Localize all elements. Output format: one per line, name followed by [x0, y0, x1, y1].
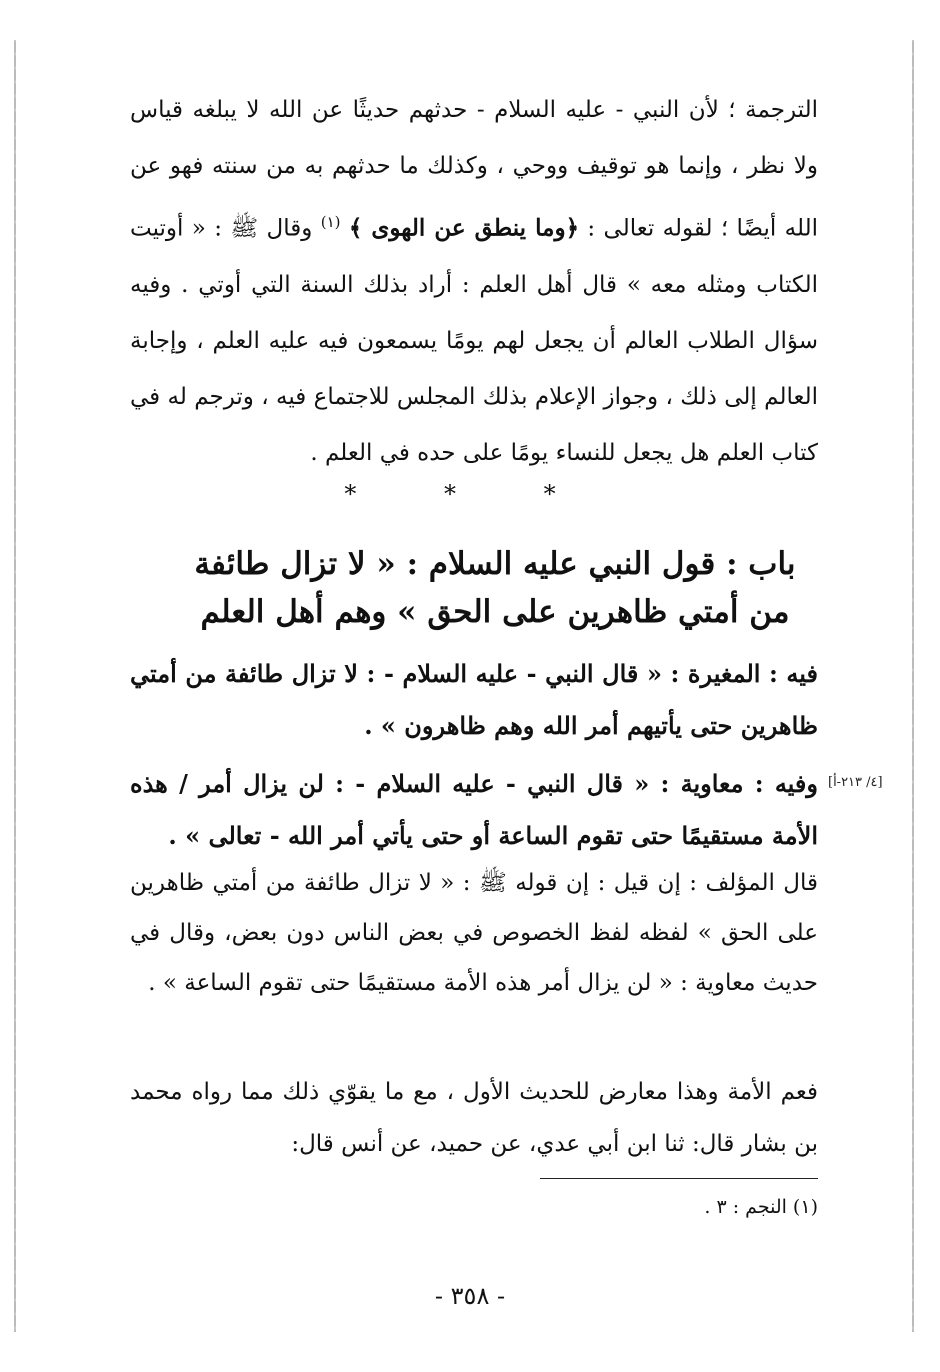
right-margin-dots: [912, 40, 914, 1332]
para3-text: فعم الأمة وهذا معارض للحديث الأول ، مع ما يقوّي ذلك مما رواه محمد بن بشار قال: ثنا ابن أبي عدي، عن حميد، عن أنس قال:: [130, 1079, 818, 1157]
page-number: - ٣٥٨ -: [434, 1282, 506, 1310]
chapter-heading: باب : قول النبي عليه السلام : « لا تزال طائفة من أمتي ظاهرين على الحق » وهم أهل العلم: [194, 546, 796, 630]
left-margin-dots: [14, 40, 16, 1332]
opening-paragraph: [130, 82, 818, 481]
para2-text: قال المؤلف : إن قيل : إن قوله ﷺ : « لا تزال طائفة من أمتي ظاهرين على الحق » لفظه لفظ الخصوص في بعض الناس دون بعض، وقال في حديث معاوية : « لن يزال أمر هذه الأمة مستقيمًا حتى تقوم الساعة » .: [130, 870, 818, 996]
closing-paragraph: [130, 1066, 818, 1170]
hadith2-text: وفيه : معاوية : « قال النبي - عليه السلام - : لن يزال أمر / هذه الأمة مستقيمًا حتى تقوم الساعة أو حتى يأتي أمر الله - تعالى » .: [130, 769, 818, 850]
footnote: (١) النجم : ٣ .: [704, 1196, 818, 1218]
section-divider-stars: * * *: [344, 480, 596, 508]
hadith-muawiya: [130, 758, 818, 862]
para1-text: الترجمة ؛ لأن النبي - عليه السلام - حدثهم حديثًا عن الله لا يبلغه قياس ولا نظر ، وإنما هو توقيف ووحي ، وكذلك ما حدثهم به من سنته فهو عن الله أيضًا ؛ لقوله تعالى :: [130, 97, 818, 242]
footnote-separator: [540, 1178, 818, 1179]
para1b-text: وقال ﷺ : « أوتيت الكتاب ومثله معه » قال أهل العلم : أراد بذلك السنة التي أوتي . وفيه سؤال الطلاب العالم أن يجعل لهم يومًا يسمعون فيه عليه العلم ، وإجابة العالم إلى ذلك ، وجواز الإعلام بذلك المجلس للاجتماع فيه ، وترجم له في كتاب العلم هل يجعل للنساء يومًا على حده في العلم .: [130, 215, 818, 466]
marginal-reference: [٤/ ٢١٣-أ]: [828, 775, 883, 790]
footnote-ref: (١): [320, 213, 341, 231]
author-paragraph: [130, 858, 818, 1008]
hadith-mughira: [130, 648, 818, 752]
hadith1-text: فيه : المغيرة : « قال النبي - عليه السلام - : لا تزال طائفة من أمتي ظاهرين حتى يأتيهم أمر الله وهم ظاهرون » .: [130, 659, 818, 740]
quran-quote: ﴿وما ينطق عن الهوى ﴾: [348, 214, 580, 242]
